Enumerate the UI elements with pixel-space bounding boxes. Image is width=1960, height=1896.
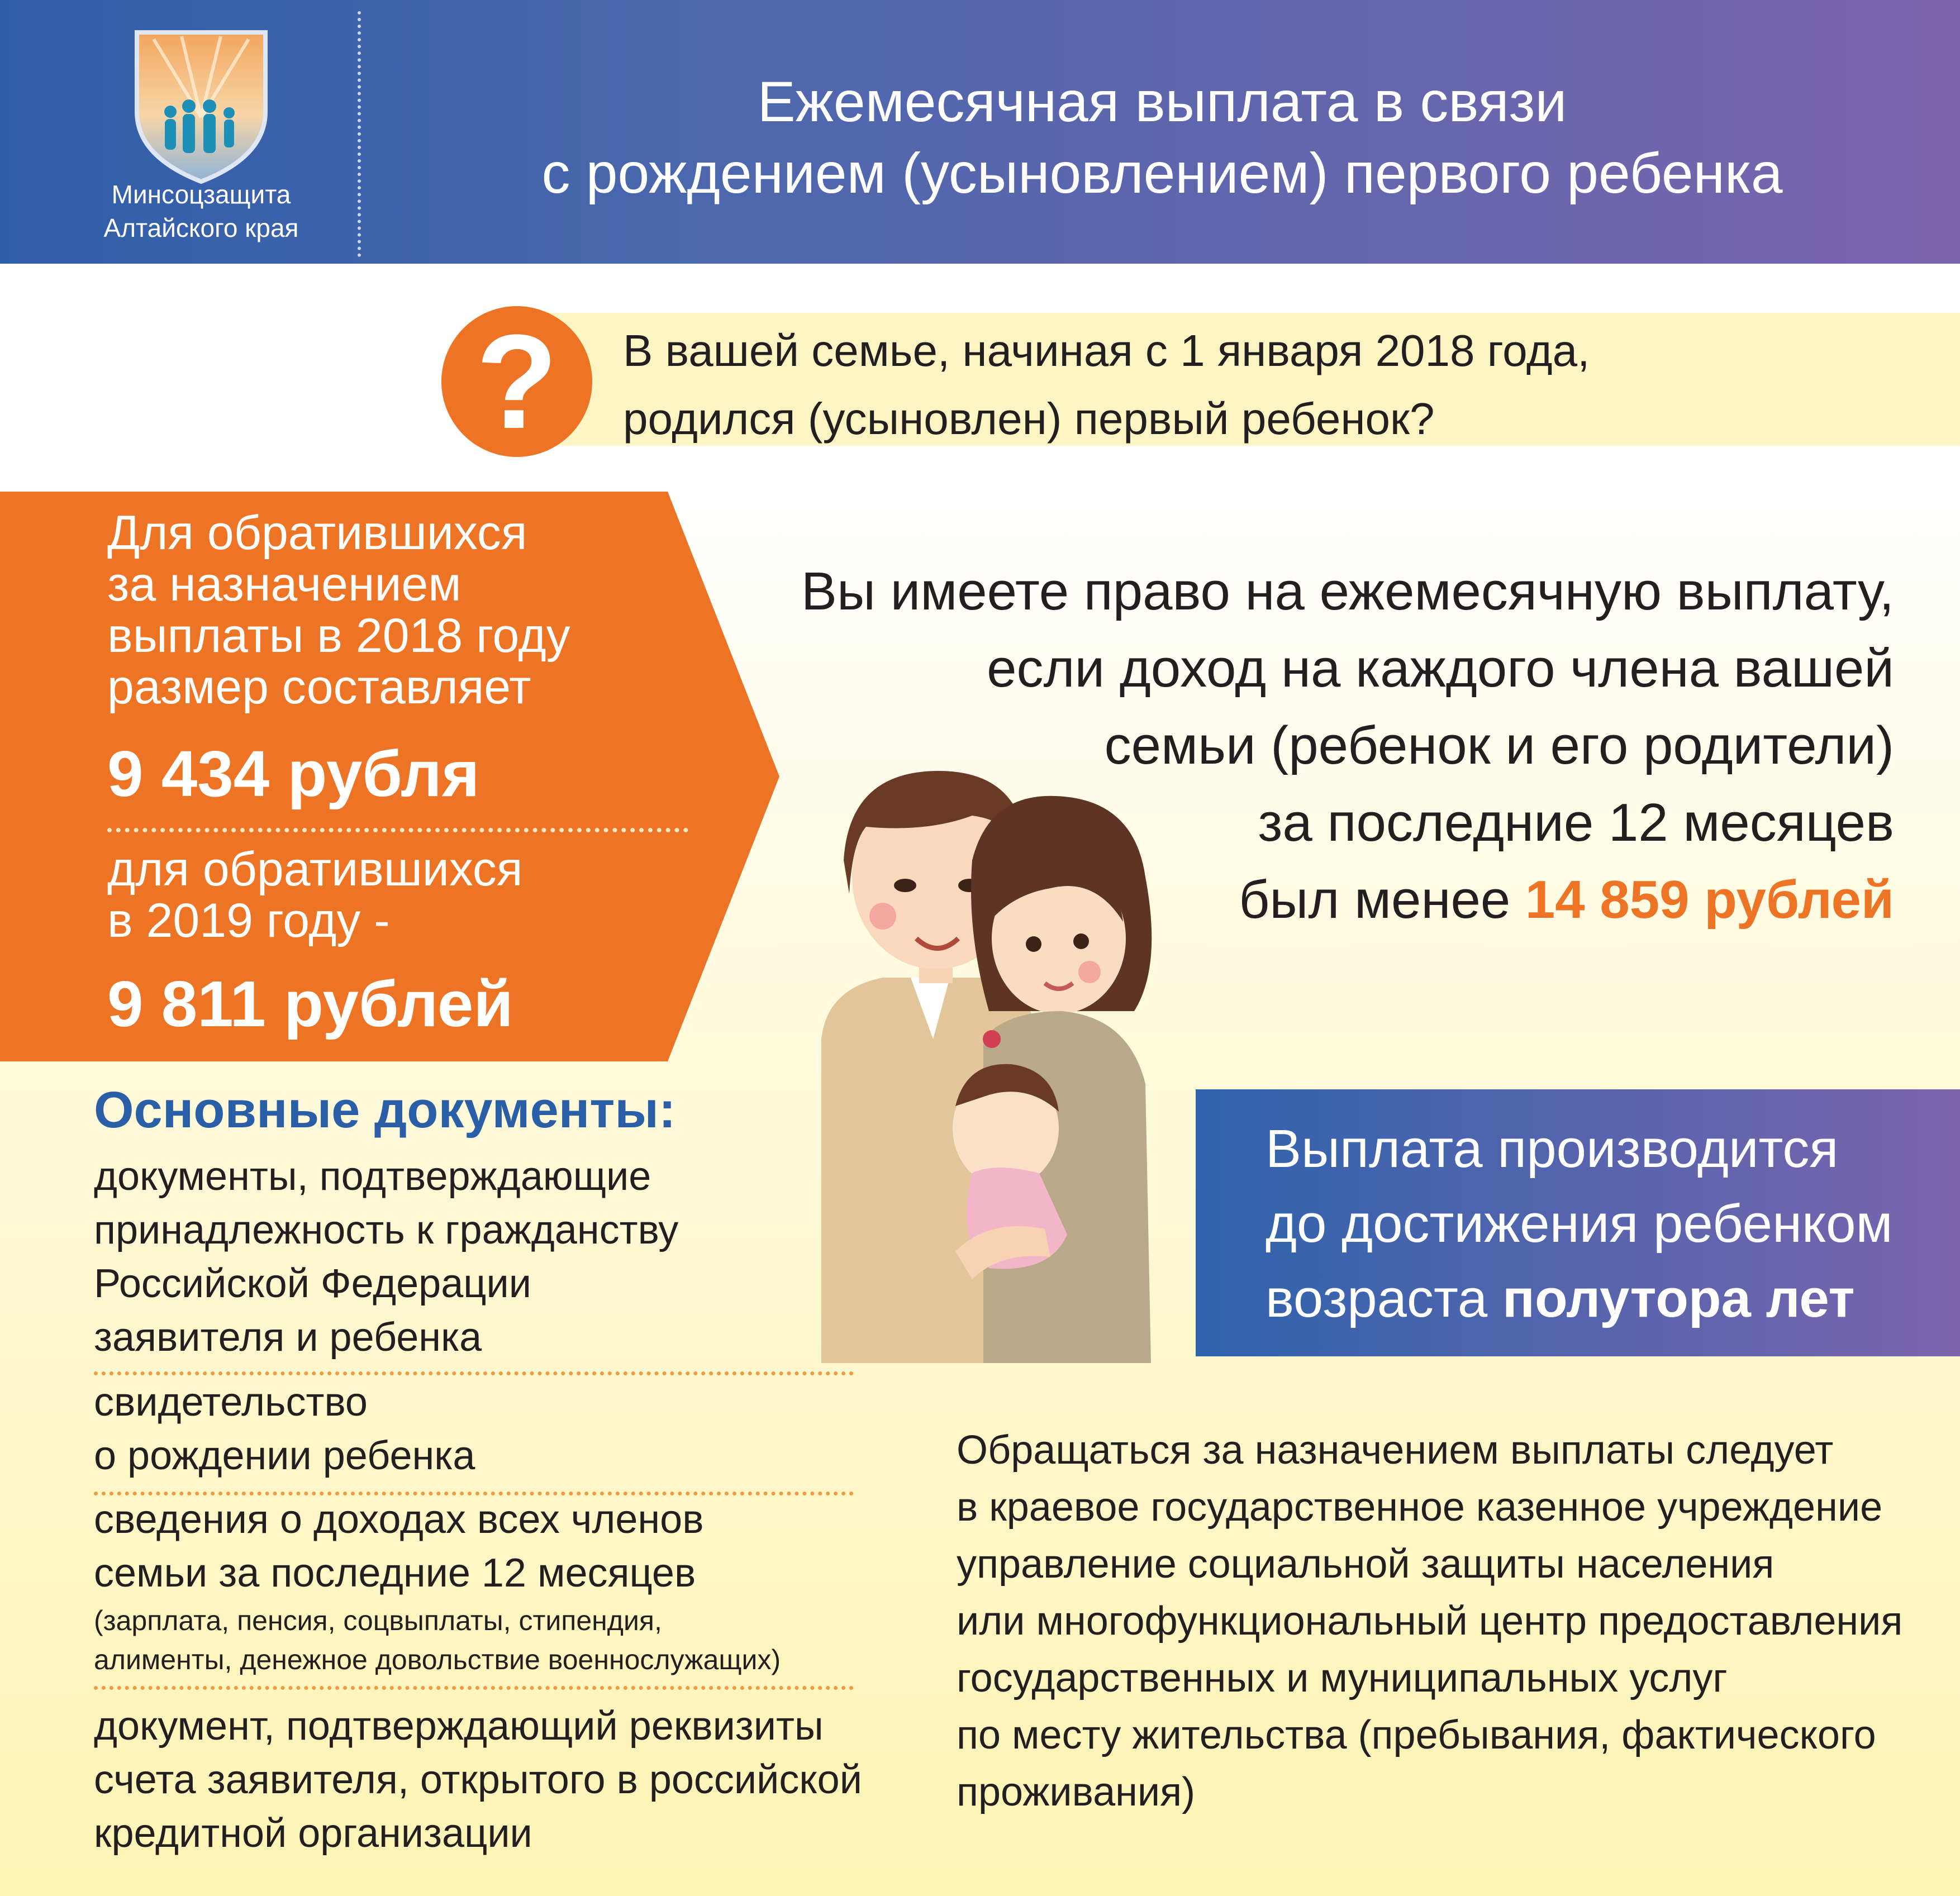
doc3-note-line2: алименты, денежное довольствие военнослужащих) <box>94 1644 781 1675</box>
amount-2018-value: 9 434 рубля <box>107 737 480 810</box>
header-divider <box>358 11 361 257</box>
doc4-line1: документ, подтверждающий реквизиты <box>94 1704 824 1749</box>
doc-divider <box>94 1686 854 1690</box>
duration-line3 <box>1266 1261 1953 1336</box>
amount-2019-value: 9 811 рублей <box>107 968 513 1040</box>
doc-item-birth-certificate <box>94 1375 915 1483</box>
duration-bold: полутора лет <box>1502 1269 1855 1328</box>
amount-line5: для обратившихся <box>107 842 523 896</box>
amount-line3: выплаты в 2018 году <box>107 609 570 663</box>
eligibility-line2: если доход на каждого члена вашей <box>987 639 1894 698</box>
duration-text <box>1266 1112 1953 1336</box>
amount-line6: в 2019 году - <box>107 894 390 947</box>
duration-line1: Выплата производится <box>1266 1119 1839 1179</box>
family-shield-logo <box>131 28 271 184</box>
doc2-line1: свидетельство <box>94 1380 368 1425</box>
question-line1: В вашей семье, начиная с 1 января 2018 года, <box>623 326 1590 375</box>
amount-text-2018 <box>107 507 666 713</box>
apply-line1: Обращаться за назначением выплаты следует <box>957 1428 1834 1473</box>
page-title <box>369 66 1956 209</box>
income-threshold: 14 859 рублей <box>1525 870 1894 930</box>
org-name <box>67 178 335 245</box>
apply-line2: в краевое государственное казенное учреждение <box>957 1485 1883 1530</box>
apply-line7: проживания) <box>957 1770 1196 1814</box>
eligibility-prefix: был менее <box>1239 870 1511 930</box>
amount-line4: размер составляет <box>107 660 531 714</box>
apply-line4: или многофункциональный центр предоставления <box>957 1599 1903 1643</box>
doc4-line3: кредитной организации <box>94 1811 532 1856</box>
doc1-line3: Российской Федерации <box>94 1261 531 1306</box>
duration-prefix: возраста <box>1266 1269 1488 1328</box>
doc1-line1: документы, подтверждающие <box>94 1154 651 1199</box>
doc3-note-line1: (зарплата, пенсия, соцвыплаты, стипендия, <box>94 1605 662 1636</box>
eligibility-line1: Вы имеете право на ежемесячную выплату, <box>801 561 1894 621</box>
doc4-line2: счета заявителя, открытого в российской <box>94 1757 862 1802</box>
question-mark-icon: ? <box>475 307 558 456</box>
doc-item-income-note <box>94 1601 915 1679</box>
org-name-line1: Минсоцзащита <box>111 180 291 209</box>
doc-item-income <box>94 1493 915 1600</box>
duration-line2: до достижения ребенком <box>1266 1194 1893 1254</box>
apply-info <box>957 1422 1940 1821</box>
eligibility-line4: за последние 12 месяцев <box>1258 793 1894 852</box>
amount-text-2019 <box>107 844 666 946</box>
apply-line5: государственных и муниципальных услуг <box>957 1656 1728 1700</box>
doc3-line2: семьи за последние 12 месяцев <box>94 1551 696 1595</box>
title-line2: с рождением (усыновлением) первого ребенка <box>541 141 1783 205</box>
doc-divider <box>94 1371 854 1375</box>
doc-item-citizenship <box>94 1150 915 1364</box>
title-line1: Ежемесячная выплата в связи <box>757 70 1567 134</box>
question-text <box>623 317 1908 453</box>
doc3-line1: сведения о доходах всех членов <box>94 1497 704 1542</box>
doc1-line4: заявителя и ребенка <box>94 1315 482 1360</box>
doc1-line2: принадлежность к гражданству <box>94 1208 679 1252</box>
amount-divider <box>107 828 688 832</box>
org-name-line2: Алтайского края <box>103 213 299 242</box>
documents-title: Основные документы: <box>94 1082 676 1138</box>
question-line2: родился (усыновлен) первый ребенок? <box>623 394 1435 444</box>
doc-item-bank-account <box>94 1699 915 1860</box>
amount-line1: Для обратившихся <box>107 506 527 560</box>
doc2-line2: о рождении ребенка <box>94 1433 475 1478</box>
apply-line6: по месту жительства (пребывания, фактического <box>957 1713 1876 1757</box>
eligibility-line3: семьи (ребенок и его родители) <box>1104 716 1894 775</box>
amount-line2: за назначением <box>107 558 462 611</box>
apply-line3: управление социальной защиты населения <box>957 1542 1775 1587</box>
